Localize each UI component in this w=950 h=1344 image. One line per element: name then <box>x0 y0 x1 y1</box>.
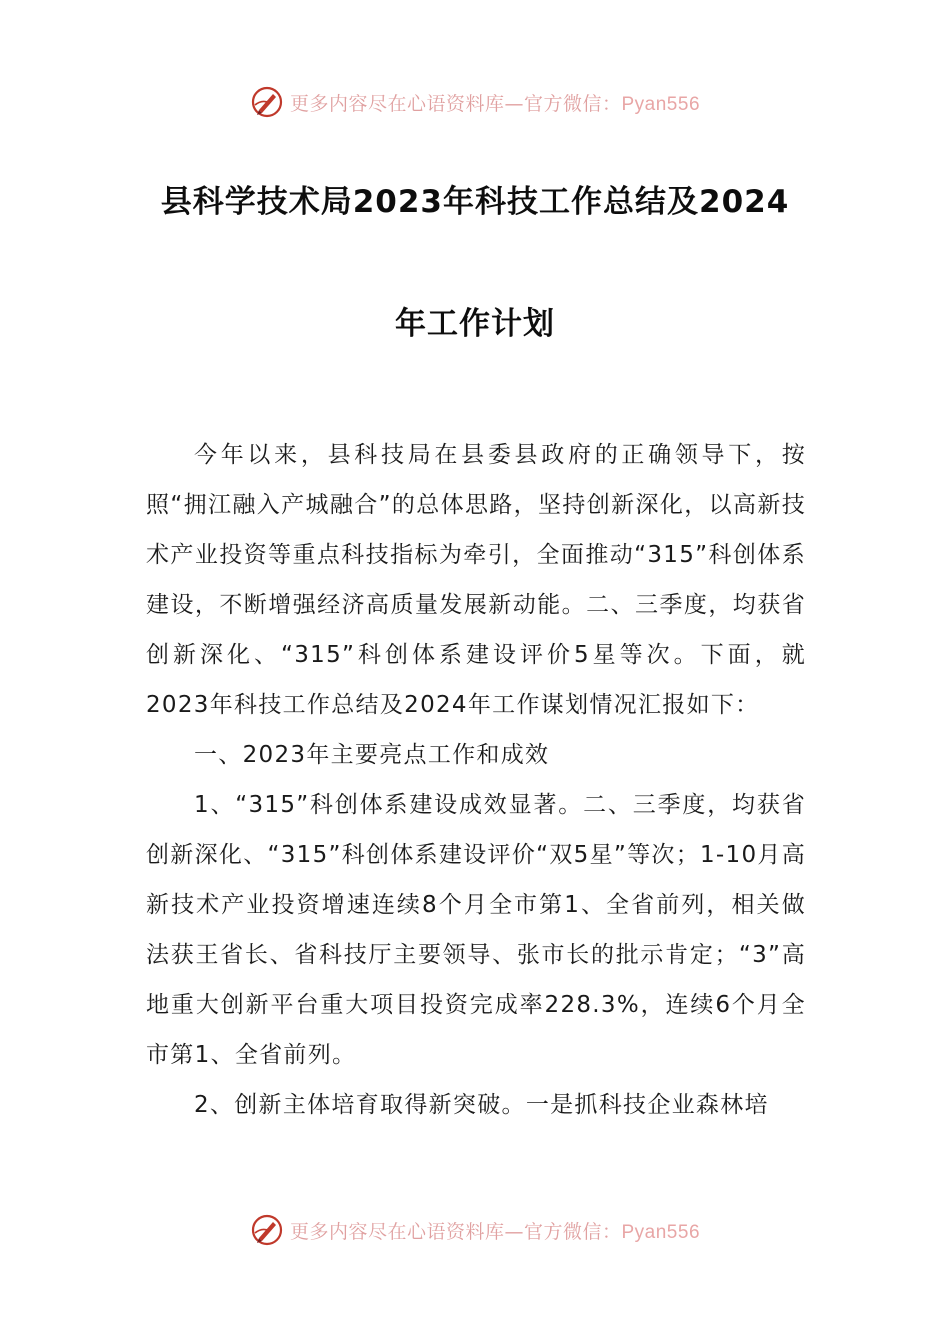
pen-logo-icon <box>250 85 284 119</box>
banner-handle: Pyan556 <box>621 93 701 115</box>
banner-text: 更多内容尽在心语资料库—官方微信：Pyan556 <box>289 92 701 115</box>
header-watermark-banner <box>0 82 950 122</box>
paragraph-intro: 今年以来，县科技局在县委县政府的正确领导下，按照“拥江融入产城融合”的总体思路，坚持创新深化，以高新技术产业投资等重点科技指标为牵引，全面推动“315”科创体系建设，不断增强经济高质量发展新动能。二、三季度，均获省创新深化、“315”科创体系建设评价5星等次。下面，就2023年科技工作总结及2024年工作谋划情况汇报如下： <box>146 442 806 718</box>
section-heading: 一、2023年主要亮点工作和成效 <box>194 742 550 768</box>
footer-watermark-banner <box>0 1210 950 1250</box>
pen-logo-icon <box>250 1213 284 1247</box>
paragraph-item-2: 2、创新主体培育取得新突破。一是抓科技企业森林培 <box>194 1092 769 1118</box>
document-body <box>146 430 806 1130</box>
paragraph-item-1: 1、“315”科创体系建设成效显著。二、三季度，均获省创新深化、“315”科创体系建设评价“双5星”等次；1-10月高新技术产业投资增速连续8个月全市第1、全省前列，相关做法获王省长、省科技厅主要领导、张市长的批示肯定；“3”高地重大创新平台重大项目投资完成率228.3%，连续6个月全市第1、全省前列。 <box>146 792 806 1068</box>
banner-handle: Pyan556 <box>621 1221 701 1243</box>
document-title-line-2: 年工作计划 <box>395 306 555 342</box>
document-title-line-1: 县科学技术局2023年科技工作总结及2024 <box>160 184 790 220</box>
banner-text: 更多内容尽在心语资料库—官方微信：Pyan556 <box>289 1220 701 1243</box>
